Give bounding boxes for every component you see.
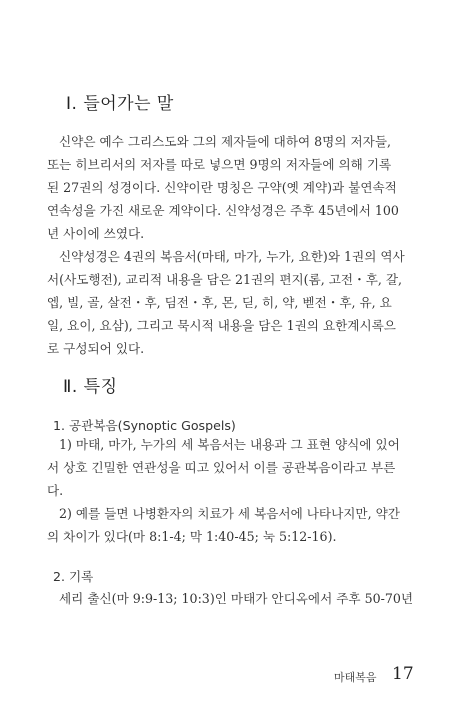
text-line: 연속성을 가진 새로운 계약이다. 신약성경은 주후 45년에서 100 <box>47 203 399 218</box>
text-line: 의 차이가 있다(마 8:1-4; 막 1:40-45; 눅 5:12-16). <box>47 529 337 544</box>
text-line: 일, 요이, 요삼), 그리고 묵시적 내용을 담은 1권의 요한계시록으 <box>47 318 396 333</box>
footer-book-title: 마태복음 <box>334 671 377 684</box>
record-paragraph-1 <box>47 587 432 610</box>
text-line: 엡, 빌, 골, 살전・후, 딤전・후, 몬, 딛, 히, 약, 벧전・후, 유, 요 <box>47 295 392 310</box>
page-number: 17 <box>392 664 414 684</box>
text-line: 세리 출신(마 9:9-13; 10:3)인 마태가 안디옥에서 주후 50-70년 <box>59 591 414 606</box>
subsection-title-record: 2. 기록 <box>53 569 94 584</box>
text-line: 신약은 예수 그리스도와 그의 제자들에 대하여 8명의 저자들, <box>59 134 392 149</box>
text-line: 서 상호 긴밀한 연관성을 띠고 있어서 이를 공관복음이라고 부른 <box>47 460 396 475</box>
text-line: 서(사도행전), 교리적 내용을 담은 21권의 편지(롬, 고전・후, 갈, <box>47 272 403 287</box>
section-heading-features: Ⅱ. 특징 <box>63 377 118 397</box>
subsection-title-synoptic: 1. 공관복음(Synoptic Gospels) <box>53 418 236 433</box>
text-line: 신약성경은 4권의 복음서(마태, 마가, 누가, 요한)와 1권의 역사 <box>59 249 405 264</box>
synoptic-paragraph-1 <box>47 433 432 502</box>
synoptic-paragraph-2 <box>47 502 432 548</box>
text-line: 1) 마태, 마가, 누가의 세 복음서는 내용과 그 표현 양식에 있어 <box>59 437 400 452</box>
section-heading-intro: Ⅰ. 들어가는 말 <box>66 94 174 114</box>
text-line: 다. <box>47 483 64 498</box>
text-line: 된 27권의 성경이다. 신약이란 명칭은 구약(옛 계약)과 불연속적 <box>47 180 397 195</box>
text-line: 2) 예를 들면 나병환자의 치료가 세 복음서에 나타나지만, 약간 <box>59 506 400 521</box>
text-line: 또는 히브리서의 저자를 따로 넣으면 9명의 저자들에 의해 기록 <box>47 157 392 172</box>
intro-paragraph-1 <box>47 130 432 245</box>
intro-paragraph-2 <box>47 245 432 360</box>
text-line: 로 구성되어 있다. <box>47 341 145 356</box>
text-line: 년 사이에 쓰였다. <box>47 226 145 241</box>
